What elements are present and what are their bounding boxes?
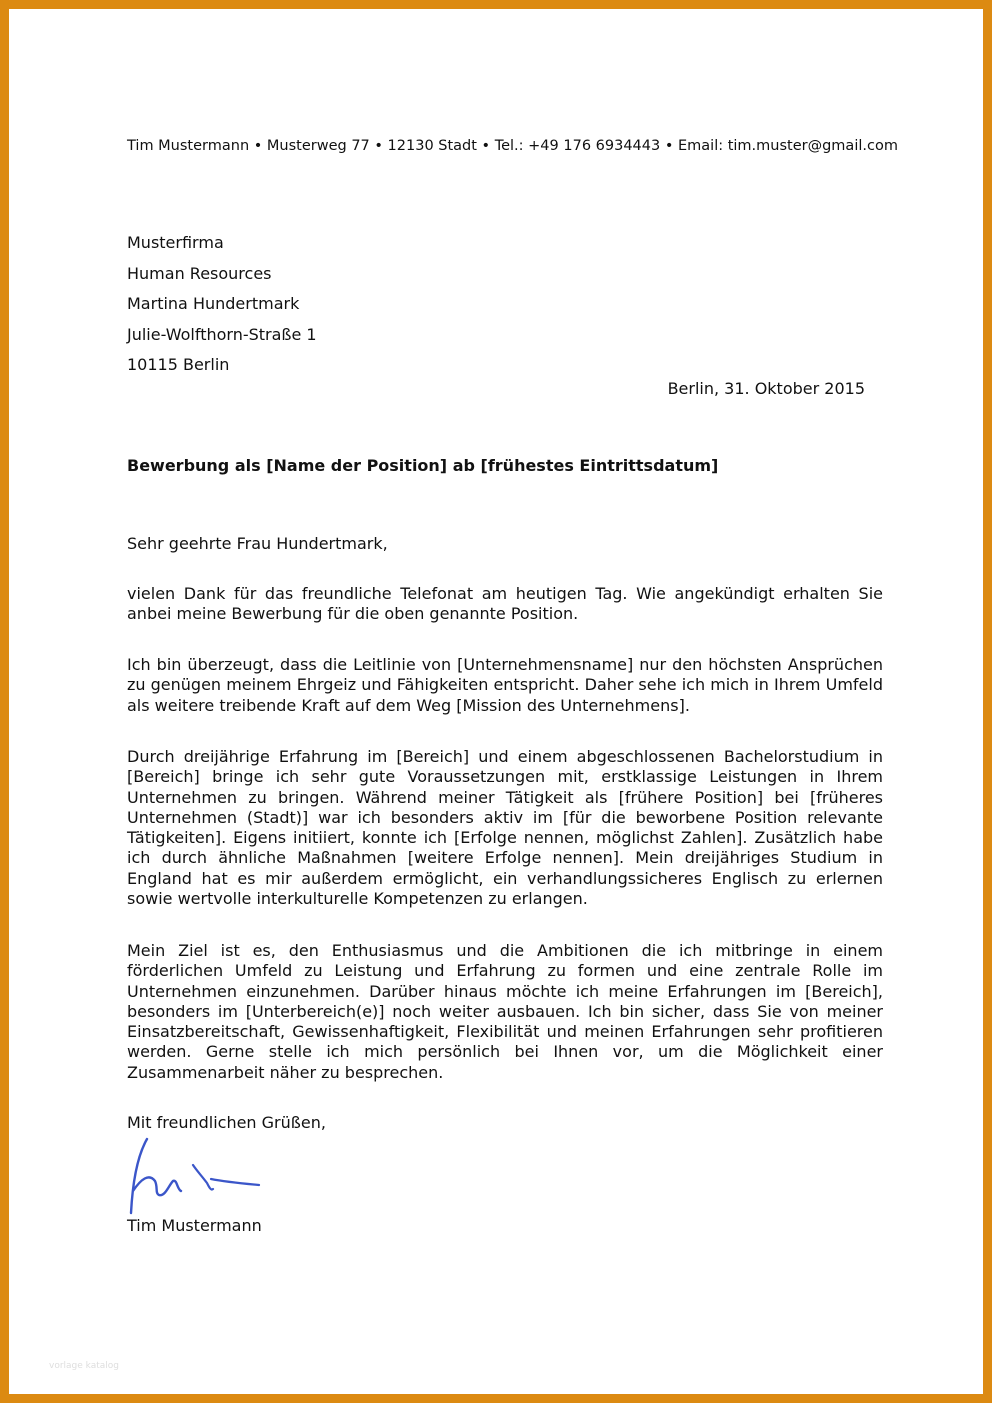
body-paragraph-2: Ich bin überzeugt, dass die Leitlinie von [Unternehmensname] nur den höchsten Ansprüchen zu genügen meinem Ehrgeiz und Fähigkeiten entspricht. Daher sehe ich mich in Ihrem Umfeld als weitere treibende Kraft auf dem Weg [Mission des Unternehmens]. xyxy=(127,655,883,715)
signature-stroke-2 xyxy=(193,1165,259,1190)
sender-address-line: Tim Mustermann • Musterweg 77 • 12130 Stadt • Tel.: +49 176 6934443 • Email: tim.muster@gmail.com xyxy=(127,138,898,154)
recipient-company: Musterfirma xyxy=(127,233,224,252)
recipient-person: Martina Hundertmark xyxy=(127,294,300,313)
recipient-address-block xyxy=(127,228,317,381)
handwritten-signature xyxy=(125,1135,265,1217)
date-line: Berlin, 31. Oktober 2015 xyxy=(667,379,865,398)
body-paragraph-3: Durch dreijährige Erfahrung im [Bereich] und einem abgeschlossenen Bachelorstudium in [Bereich] bringe ich sehr gute Voraussetzungen mit, erstklassige Leistungen in Ihrem Unternehmen zu bringen. Während meiner Tätigkeit als [frühere Position] bei [früheres Unternehmen (Stadt)] war ich besonders aktiv im [für die beworbene Position relevante Tätigkeiten]. Eigens initiiert, konnte ich [Erfolge nennen, möglichst Zahlen]. Zusätzlich habe ich durch ähnliche Maßnahmen [weitere Erfolge nennen]. Mein dreijähriges Studium in England hat es mir außerdem ermöglicht, ein verhandlungssicheres Englisch zu erlernen sowie wertvolle interkulturelle Kompetenzen zu erlangen. xyxy=(127,747,883,909)
closing: Mit freundlichen Grüßen, xyxy=(127,1113,326,1132)
salutation: Sehr geehrte Frau Hundertmark, xyxy=(127,534,388,553)
recipient-city: 10115 Berlin xyxy=(127,355,230,374)
recipient-department: Human Resources xyxy=(127,263,272,283)
recipient-street: Julie-Wolfthorn-Straße 1 xyxy=(127,324,317,344)
body-paragraph-1: vielen Dank für das freundliche Telefonat am heutigen Tag. Wie angekündigt erhalten Sie anbei meine Bewerbung für die oben genannte Position. xyxy=(127,584,883,624)
watermark: vorlage katalog xyxy=(49,1361,119,1371)
subject-line: Bewerbung als [Name der Position] ab [frühestes Eintrittsdatum] xyxy=(127,456,719,475)
body-paragraph-4: Mein Ziel ist es, den Enthusiasmus und die Ambitionen die ich mitbringe in einem förderlichen Umfeld zu Leistung und Erfahrung zu formen und eine zentrale Rolle im Unternehmen einzunehmen. Darüber hinaus möchte ich meine Erfahrungen im [Bereich], besonders im [Unterbereich(e)] noch weiter ausbauen. Ich bin sicher, dass Sie von meiner Einsatzbereitschaft, Gewissenhaftigkeit, Flexibilität und meinen Erfahrungen sehr profitieren werden. Gerne stelle ich mich persönlich bei Ihnen vor, um die Möglichkeit einer Zusammenarbeit näher zu besprechen. xyxy=(127,941,883,1082)
signature-stroke-1 xyxy=(131,1139,181,1213)
signer-name: Tim Mustermann xyxy=(127,1216,262,1235)
